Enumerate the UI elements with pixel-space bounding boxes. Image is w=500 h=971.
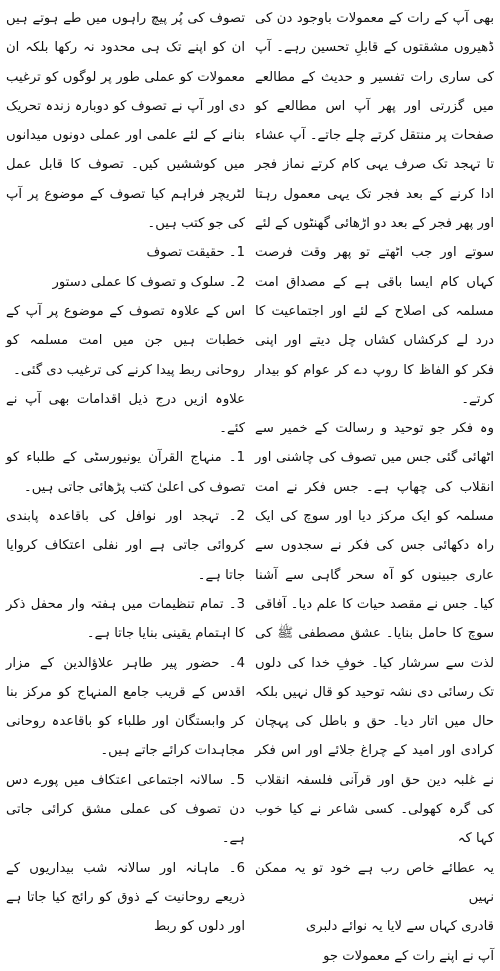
paragraph-measures-intro: علاوہ ازیں درج ذیل اقدامات بھی آپ نے کئے۔ xyxy=(6,391,245,437)
measure-item-4: 4۔ حضور پیر طاہر علاؤالدین کے مزار اقدس کے قریب جامع المنہاج کو مرکز بنا کر وابستگان اور طلباء کو باقاعدہ روحانی مجاہدات کرائے جاتے ہیں۔ xyxy=(6,655,245,759)
paragraph-sermons: اس کے علاوہ تصوف کے موضوع پر آپ کے خطبات ہیں جن میں امت مسلمہ کو روحانی ربط پیدا کرنے کی ترغیب دی گئی۔ xyxy=(6,303,245,378)
paragraph-thought: وہ فکر جو توحید و رسالت کے خمیر سے اٹھائی گئی جس میں تصوف کی چاشنی اور انقلاب کی چھاپ ہے۔ جس فکر نے امت مسلمہ کو ایک مرکز دیا اور سوچ کی ایک راہ دکھائی جس کی فکر نے سجدوں سے عاری جبینوں کو آہ سحر گاہی سے آشنا کیا۔ جس نے مقصد حیات کا علم دیا۔ آفاقی سوچ کا حامل بنایا۔ عشق مصطفی ﷺ کی لذت سے سرشار کیا۔ خوفِ خدا کی دلوں تک رسائی دی نشہ توحید کو قال نہیں بلکہ حال میں اتار دیا۔ حق و باطل کی پہچان کرادی اور امید کے چراغ جلائے اور اس فکر نے غلبہ دین حق اور قرآنی فلسفہ انقلاب کی گرہ کھولی۔ کسی شاعر نے کیا خوب کہا کہ xyxy=(255,421,494,847)
paragraph-tasawwuf: تصوف کی پُر پیچ راہوں میں طے ہوتے ہیں ان کو اپنے تک ہی محدود نہ رکھا بلکہ ان معمولات کو عملی طور پر لوگوں کو ترغیب دی اور آپ نے تصوف کو دوبارہ زندہ تحریک بنانے کے لئے علمی اور عملی دونوں میدانوں میں کوششیں کیں۔ تصوف کا قابل عمل لٹریچر فراہم کیا تصوف کے موضوع پر آپ کی جو کتب ہیں۔ xyxy=(6,11,245,232)
poetry-line-1: یہ عطائے خاص رب ہے خود تو یہ ممکن نہیں xyxy=(255,860,494,905)
measure-item-1: 1۔ منہاج القرآن یونیورسٹی کے طلباء کو تصوف کی اعلیٰ کتب پڑھائی جاتی ہیں۔ xyxy=(6,450,245,495)
measure-item-6: 6۔ ماہانہ اور سالانہ شب بیداریوں کے ذریعے روحانیت کے ذوق کو رائج کیا جاتا ہے اور دلوں کو ربط xyxy=(6,860,245,935)
measure-item-5: 5۔ سالانہ اجتماعی اعتکاف میں پورے دس دن تصوف کی عملی مشق کرائی جاتی ہے۔ xyxy=(6,772,245,847)
book-item-2: 2۔ سلوک و تصوف کا عملی دستور xyxy=(52,274,245,290)
paragraph-night-routine: بھی آپ کے رات کے معمولات باوجود دن کی ڈھیروں مشقتوں کے قابلِ تحسین رہے۔ آپ کی ساری رات تفسیر و حدیث کے مطالعے میں گزرتی اور پھر آپ اس مطالعے کو صفحات پر منتقل کرتے چلے جاتے۔ آپ عشاء تا تہجد تک صرف یہی کام کرتے نماز فجر ادا کرنے کے بعد فجر تک یہی معمول رہتا اور پھر فجر کے بعد دو اڑھائی گھنٹوں کے لئے سوتے اور جب اٹھتے تو پھر وقت فرصت کہاں کام ایسا باقی ہے کے مصداق امت مسلمہ کی اصلاح کے لئے اور اجتماعیت کا درد لے کرکشاں کشاں چل دیتے اور اپنی فکر کو الفاظ کا روپ دے کر عوام کو بیدار کرتے۔ xyxy=(255,11,494,407)
measure-item-3: 3۔ تمام تنظیمات میں ہفتہ وار محفل ذکر کا اہتمام یقینی بنایا جاتا ہے۔ xyxy=(6,596,245,642)
paragraph-continuation: آپ نے اپنے رات کے معمولات جو xyxy=(323,948,494,964)
right-column xyxy=(255,4,494,964)
measure-item-2: 2۔ تہجد اور نوافل کی باقاعدہ پابندی کروائی جاتی ہے اور نفلی اعتکاف کروایا جاتا ہے۔ xyxy=(6,509,245,583)
book-item-1: 1۔ حقیقت تصوف xyxy=(146,245,245,261)
left-column xyxy=(6,4,245,935)
poetry-line-2: قادری کہاں سے لایا یہ نوائے دلبری xyxy=(305,919,494,935)
